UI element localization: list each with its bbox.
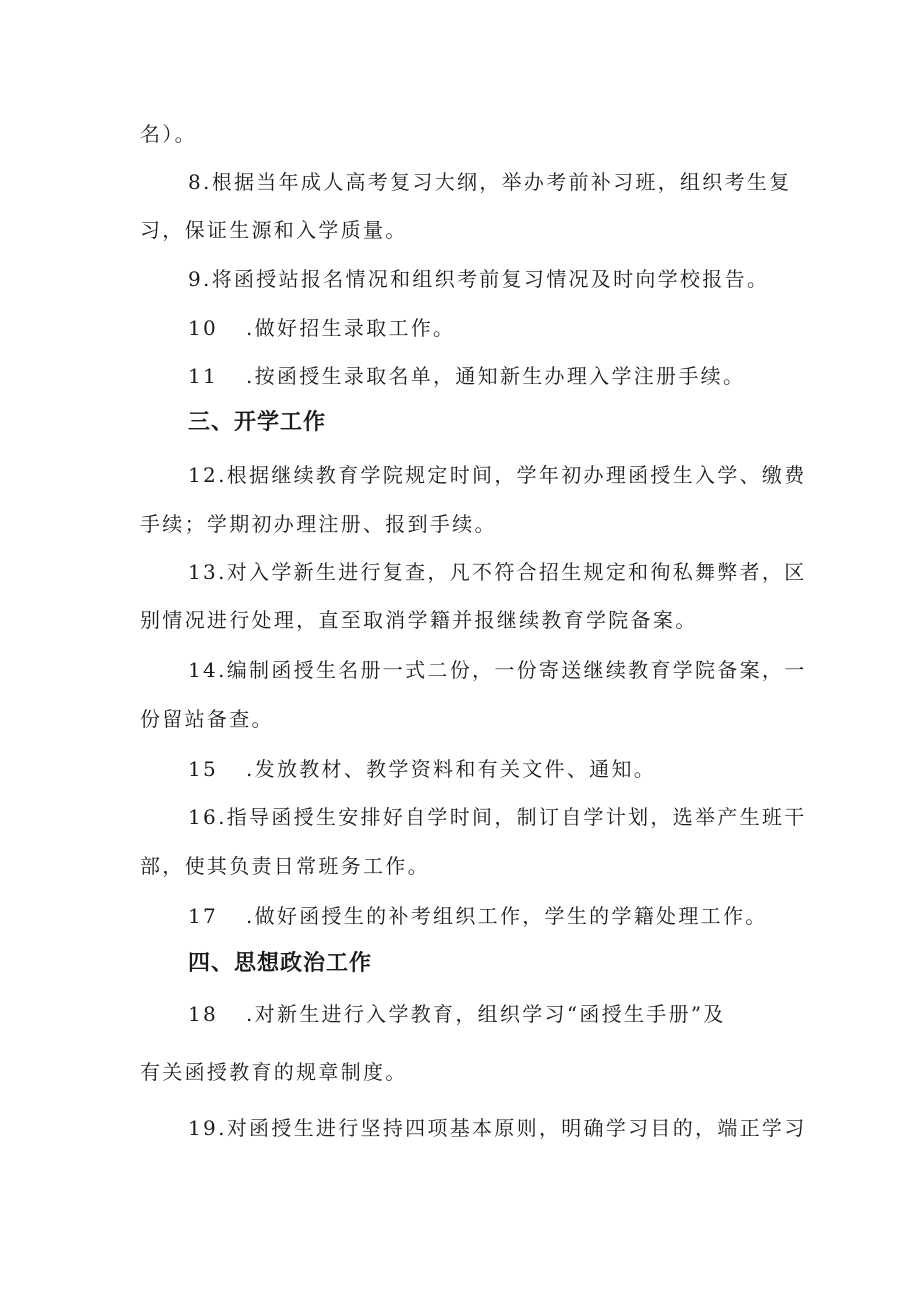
item-9 [188,265,800,293]
item-8 [188,168,800,196]
text-line: 名）。 [140,122,197,146]
text-line: 手续；学期初办理注册、报到手续。 [140,512,497,536]
item-text: .将函授站报名情况和组织考前复习情况及时向学校报告。 [203,267,770,291]
item-number: 8 [188,170,204,194]
item-number: 15 [188,757,219,781]
section-heading: 四、思想政治工作 [188,951,373,976]
item-number: 13 [188,560,219,584]
text-line: 有关函授教育的规章制度。 [140,1060,408,1084]
item-text: .做好招生录取工作。 [246,316,456,340]
item-18 [188,1000,800,1028]
item-number: 18 [188,1002,219,1026]
item-12 [188,461,807,489]
item-14 [188,656,807,684]
item-number: 14 [188,658,219,682]
item-number: 10 [188,316,219,340]
item-15 [188,755,800,783]
item-text: .按函授生录取名单，通知新生办理入学注册手续。 [246,364,746,388]
item-number: 17 [188,904,219,928]
section-heading: 三、开学工作 [188,410,327,435]
item-text: .根据继续教育学院规定时间，学年初办理函授生入学、缴费 [218,463,807,487]
text-line: 部，使其负责日常班务工作。 [140,854,430,878]
item-number: 12 [188,463,219,487]
item-number: 11 [188,364,219,388]
item-11 [188,362,800,390]
text-line: 习，保证生源和入学质量。 [140,218,408,242]
item-10 [188,314,800,342]
item-text: .对新生进行入学教育，组织学习“函授生手册”及 [246,1002,726,1026]
item-19 [188,1114,807,1142]
item-number: 9 [188,267,204,291]
item-13 [188,558,807,586]
item-16 [188,803,807,831]
item-text: .做好函授生的补考组织工作，学生的学籍处理工作。 [246,904,768,928]
item-text: .对入学新生进行复查，凡不符合招生规定和徇私舞弊者，区 [218,560,807,584]
item-text: .对函授生进行坚持四项基本原则，明确学习目的，端正学习 [218,1116,807,1140]
item-text: .根据当年成人高考复习大纲，举办考前补习班，组织考生复 [203,170,792,194]
text-line: 份留站备查。 [140,707,274,731]
item-text: .编制函授生名册一式二份，一份寄送继续教育学院备案，一 [218,658,807,682]
item-number: 16 [188,805,219,829]
item-17 [188,902,800,930]
item-text: .发放教材、教学资料和有关文件、通知。 [246,757,657,781]
item-number: 19 [188,1116,219,1140]
text-line: 别情况进行处理，直至取消学籍并报继续教育学院备案。 [140,608,698,632]
item-text: .指导函授生安排好自学时间，制订自学计划，选举产生班干 [218,805,807,829]
